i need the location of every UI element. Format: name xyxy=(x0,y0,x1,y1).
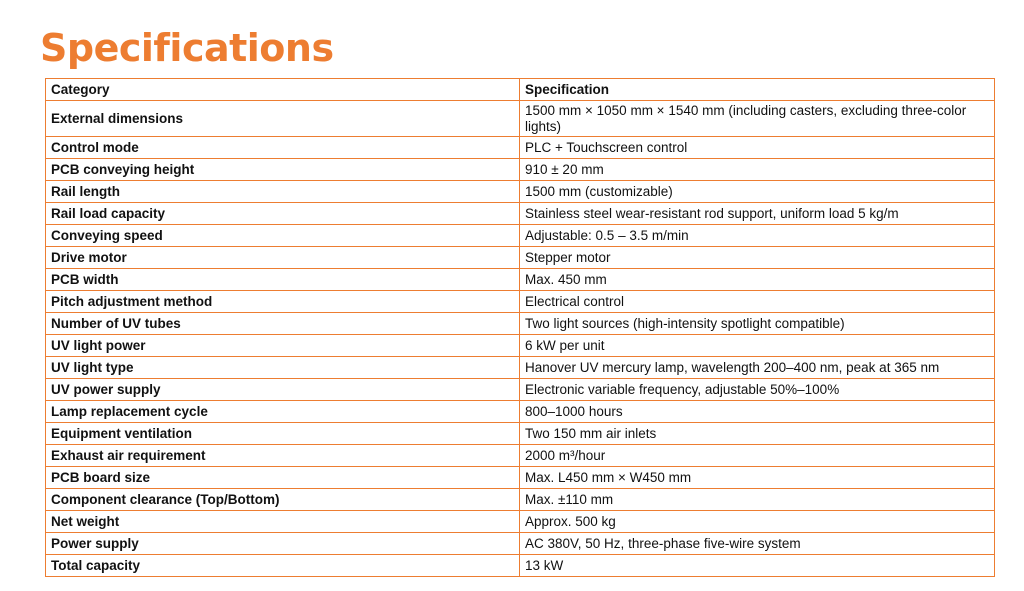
row-specification: 2000 m³/hour xyxy=(520,445,995,467)
row-category: PCB width xyxy=(46,269,520,291)
row-category: UV light power xyxy=(46,335,520,357)
table-header-row xyxy=(46,79,995,101)
row-category: Equipment ventilation xyxy=(46,423,520,445)
row-specification: PLC + Touchscreen control xyxy=(520,137,995,159)
row-category: Conveying speed xyxy=(46,225,520,247)
table-row xyxy=(46,379,995,401)
table-row xyxy=(46,423,995,445)
row-specification: Stainless steel wear-resistant rod support, uniform load 5 kg/m xyxy=(520,203,995,225)
table-row xyxy=(46,101,995,137)
table-row xyxy=(46,467,995,489)
row-category: Total capacity xyxy=(46,555,520,577)
row-category: UV light type xyxy=(46,357,520,379)
header-specification: Specification xyxy=(520,79,995,101)
row-category: Net weight xyxy=(46,511,520,533)
header-category: Category xyxy=(46,79,520,101)
row-category: Drive motor xyxy=(46,247,520,269)
row-category: Component clearance (Top/Bottom) xyxy=(46,489,520,511)
row-category: Lamp replacement cycle xyxy=(46,401,520,423)
table-row xyxy=(46,203,995,225)
table-row xyxy=(46,159,995,181)
table-row xyxy=(46,401,995,423)
row-specification: 13 kW xyxy=(520,555,995,577)
row-category: UV power supply xyxy=(46,379,520,401)
row-specification: Max. ±110 mm xyxy=(520,489,995,511)
table-row xyxy=(46,511,995,533)
table-row xyxy=(46,181,995,203)
row-category: Number of UV tubes xyxy=(46,313,520,335)
row-specification: Hanover UV mercury lamp, wavelength 200–400 nm, peak at 365 nm xyxy=(520,357,995,379)
table-row xyxy=(46,335,995,357)
row-category: Rail load capacity xyxy=(46,203,520,225)
table-row xyxy=(46,313,995,335)
row-specification: Stepper motor xyxy=(520,247,995,269)
table-row xyxy=(46,533,995,555)
row-specification: Approx. 500 kg xyxy=(520,511,995,533)
row-specification: 910 ± 20 mm xyxy=(520,159,995,181)
row-specification: 1500 mm (customizable) xyxy=(520,181,995,203)
row-category: Power supply xyxy=(46,533,520,555)
row-category: Exhaust air requirement xyxy=(46,445,520,467)
table-row xyxy=(46,137,995,159)
table-row xyxy=(46,269,995,291)
table-row xyxy=(46,357,995,379)
table-row xyxy=(46,555,995,577)
row-specification: 800–1000 hours xyxy=(520,401,995,423)
row-category: External dimensions xyxy=(46,101,520,137)
table-row xyxy=(46,291,995,313)
table-row xyxy=(46,247,995,269)
specifications-table-body xyxy=(46,79,995,577)
row-specification: AC 380V, 50 Hz, three-phase five-wire system xyxy=(520,533,995,555)
row-specification: Max. L450 mm × W450 mm xyxy=(520,467,995,489)
page-title: Specifications xyxy=(40,26,334,70)
table-row xyxy=(46,225,995,247)
row-category: Control mode xyxy=(46,137,520,159)
table-row xyxy=(46,445,995,467)
row-category: Pitch adjustment method xyxy=(46,291,520,313)
row-category: PCB conveying height xyxy=(46,159,520,181)
row-category: Rail length xyxy=(46,181,520,203)
specifications-table xyxy=(45,78,995,577)
row-specification: Max. 450 mm xyxy=(520,269,995,291)
row-specification: 1500 mm × 1050 mm × 1540 mm (including casters, excluding three-color lights) xyxy=(520,101,995,137)
row-specification: Two 150 mm air inlets xyxy=(520,423,995,445)
row-category: PCB board size xyxy=(46,467,520,489)
row-specification: Electronic variable frequency, adjustable 50%–100% xyxy=(520,379,995,401)
row-specification: Electrical control xyxy=(520,291,995,313)
table-row xyxy=(46,489,995,511)
row-specification: Two light sources (high-intensity spotlight compatible) xyxy=(520,313,995,335)
row-specification: Adjustable: 0.5 – 3.5 m/min xyxy=(520,225,995,247)
row-specification: 6 kW per unit xyxy=(520,335,995,357)
